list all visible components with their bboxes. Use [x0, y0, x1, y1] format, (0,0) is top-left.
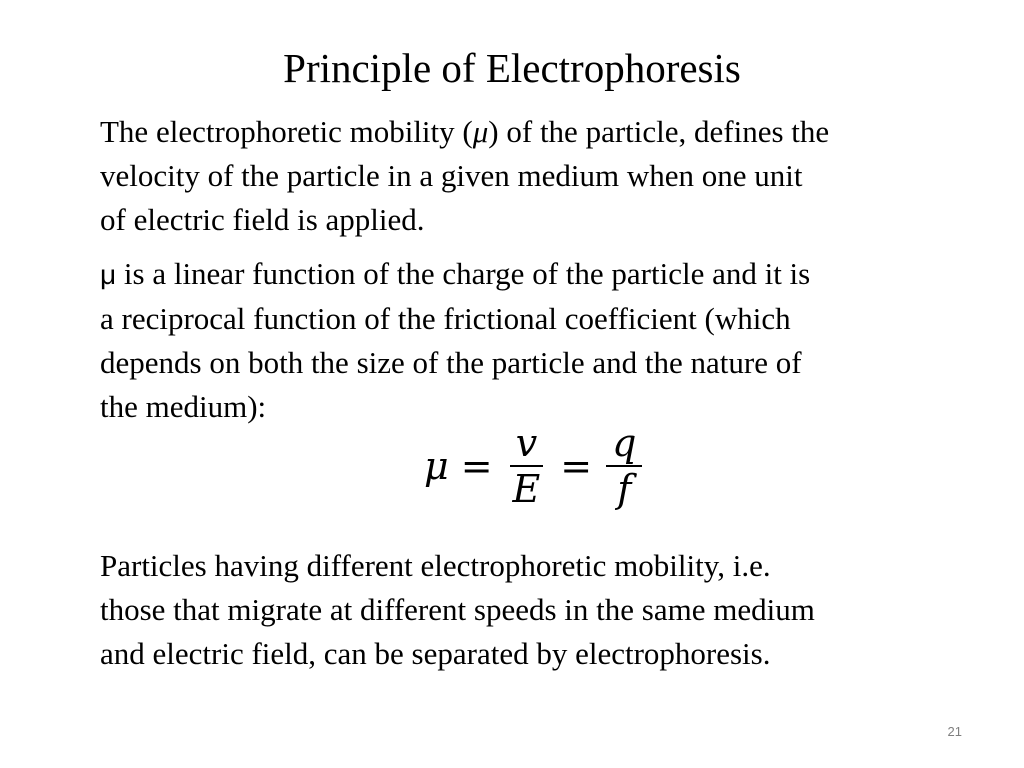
paragraph-line: those that migrate at different speeds in the same medium — [100, 592, 815, 627]
mobility-equation — [424, 416, 644, 516]
text-segment: ) of the particle, defines the — [488, 114, 830, 149]
fraction-q-over-f — [606, 423, 642, 509]
equals-sign: = — [460, 444, 493, 488]
paragraph-separation — [100, 544, 980, 676]
text-segment: The electrophoretic mobility ( — [100, 114, 473, 149]
paragraph-line: the medium): — [100, 389, 267, 424]
text-segment: is a linear function of the charge of the particle and it is — [116, 256, 811, 291]
paragraph-mobility-function — [100, 252, 980, 429]
mu-symbol: μ — [472, 114, 489, 149]
page-number: 21 — [947, 724, 962, 739]
fraction-numerator: q — [606, 423, 642, 467]
paragraph-line — [100, 110, 980, 154]
paragraph-line: a reciprocal function of the frictional coefficient (which — [100, 301, 791, 336]
paragraph-line: and electric field, can be separated by electrophoresis. — [100, 636, 771, 671]
fraction-v-over-e — [507, 423, 547, 509]
fraction-numerator: v — [510, 423, 543, 467]
equals-sign: = — [560, 444, 593, 488]
paragraph-line: of electric field is applied. — [100, 202, 425, 237]
paragraph-line: Particles having different electrophoretic mobility, i.e. — [100, 548, 771, 583]
mu-symbol: μ — [100, 259, 117, 290]
paragraph-line — [100, 252, 980, 297]
paragraph-line: depends on both the size of the particle and the nature of — [100, 345, 802, 380]
equation-lhs: μ — [424, 444, 449, 488]
paragraph-mobility-definition — [100, 110, 980, 242]
fraction-denominator: E — [512, 467, 541, 511]
slide-title: Principle of Electrophoresis — [283, 45, 741, 91]
fraction-denominator: f — [617, 467, 632, 511]
paragraph-line: velocity of the particle in a given medium when one unit — [100, 158, 803, 193]
